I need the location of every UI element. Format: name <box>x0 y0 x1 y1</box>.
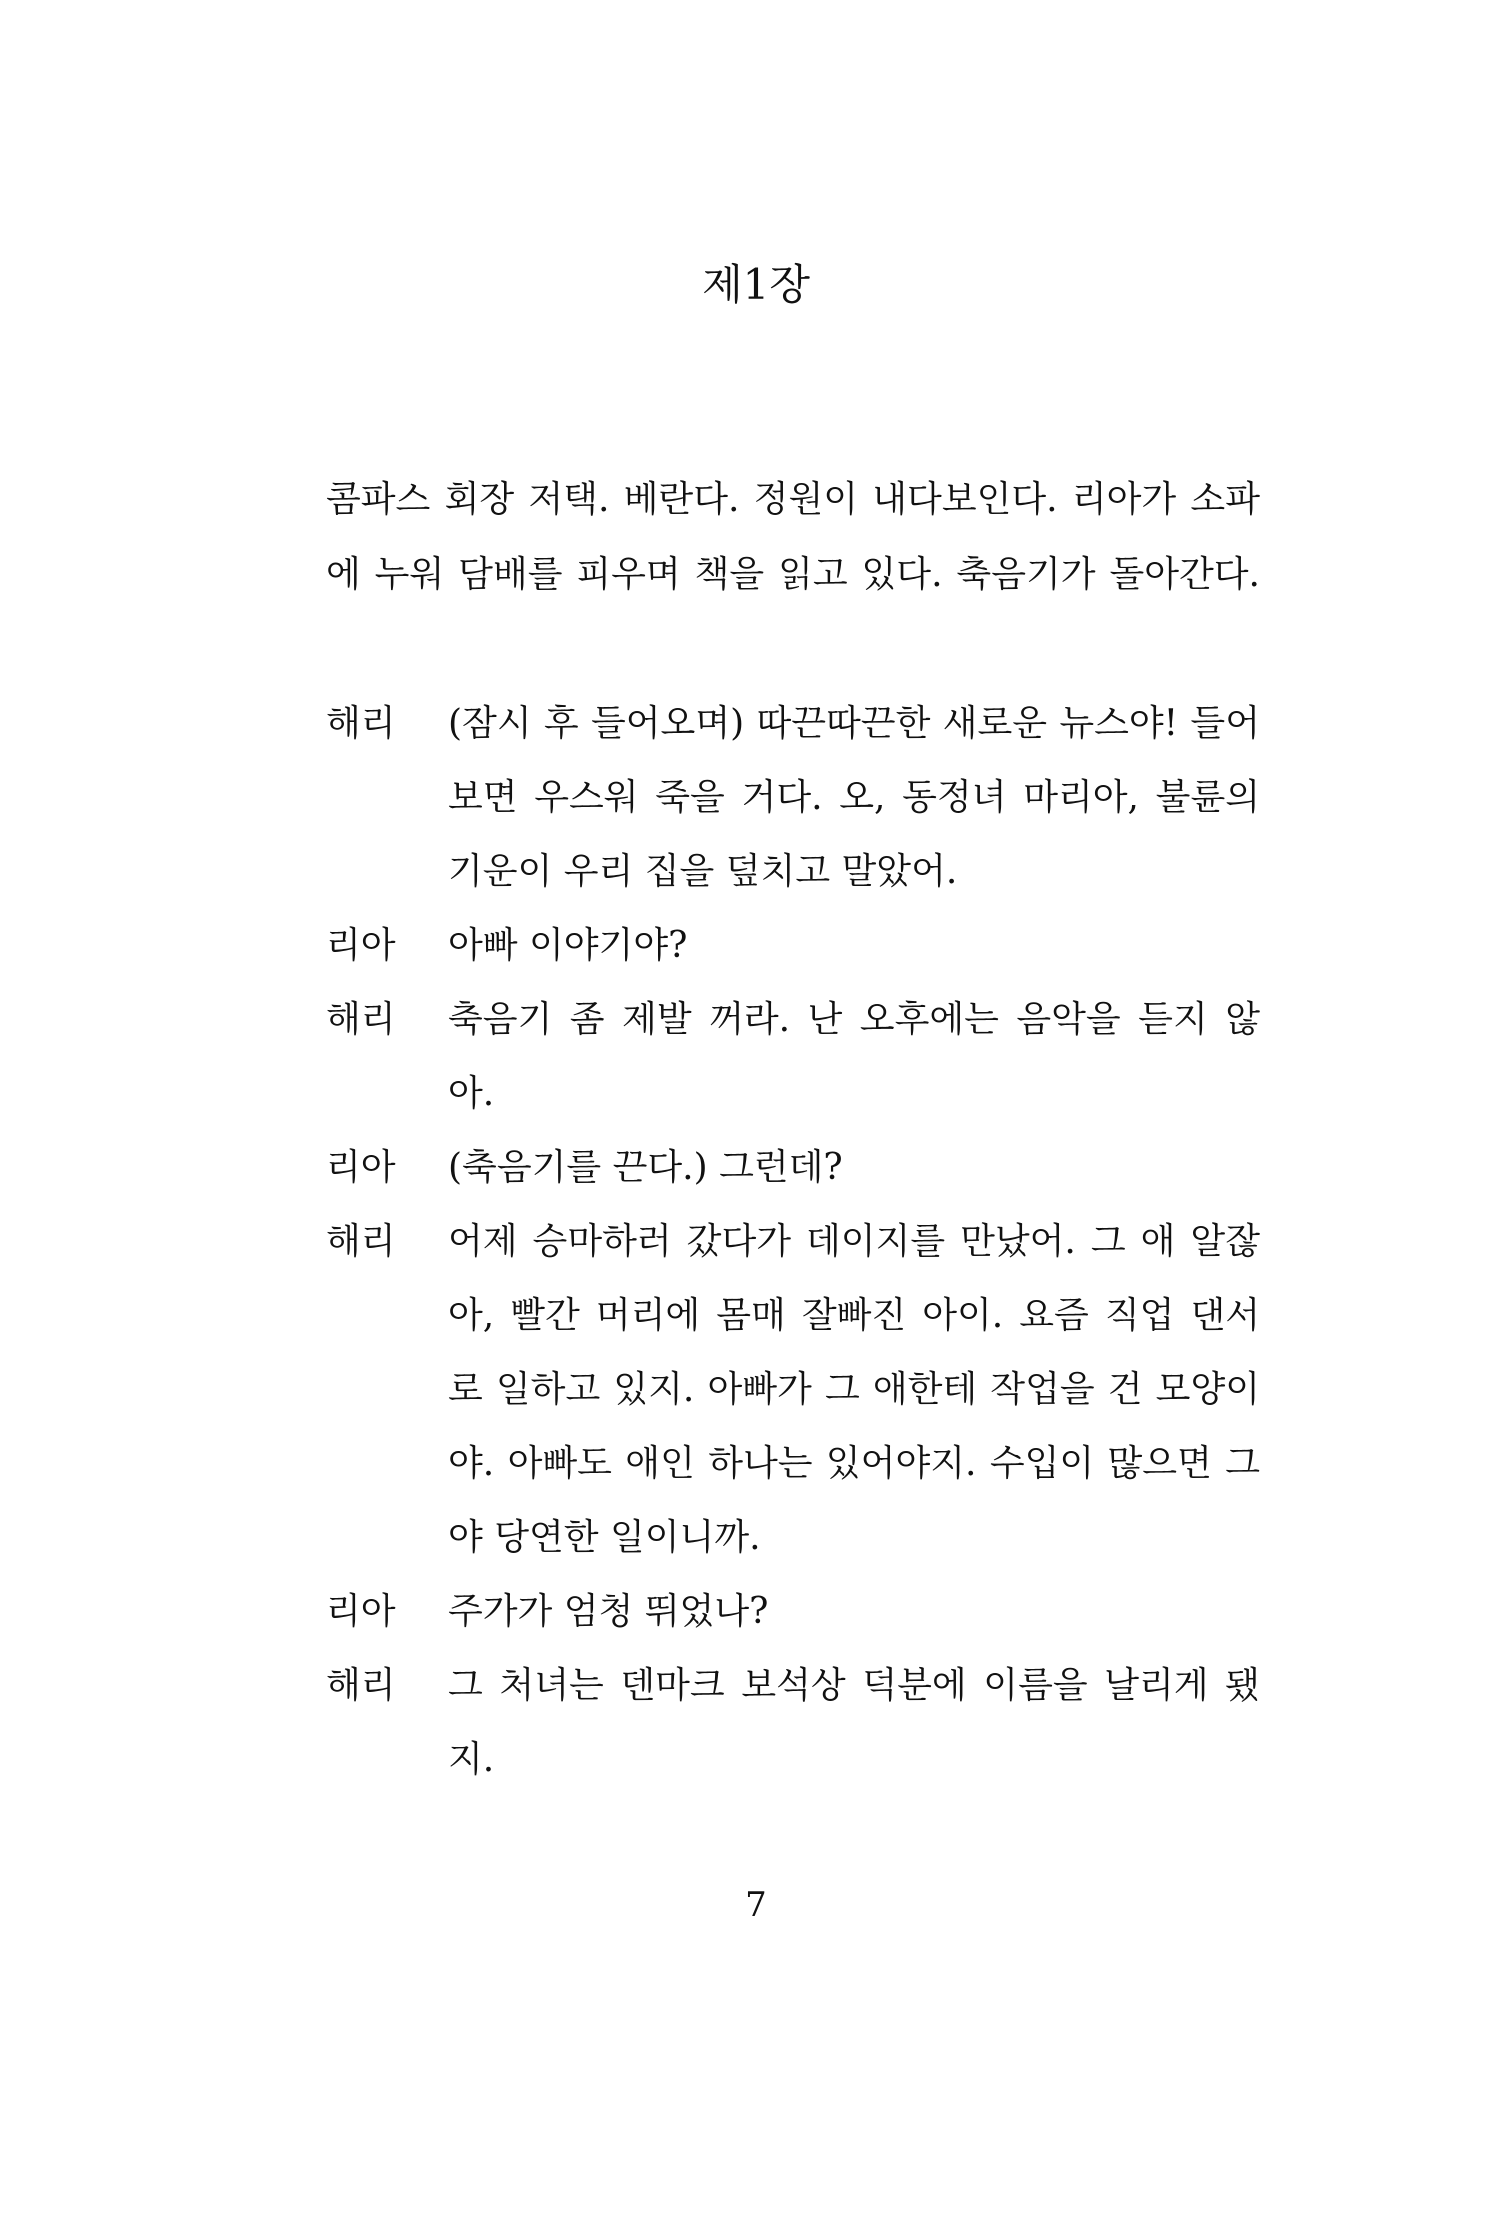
stage-line: 콤파스 회장 저택. 베란다. 정원이 내다보인다. 리아가 소파 <box>326 479 1260 520</box>
dialogue-entry <box>326 1649 1260 1797</box>
speaker-name: 해리 <box>326 1665 396 1706</box>
speech-line: 아. <box>448 1073 495 1114</box>
speech-text <box>448 1649 1260 1797</box>
speech-line: 지. <box>448 1739 495 1780</box>
dialogue-entry <box>326 1205 1260 1575</box>
speech-line: (잠시 후 들어오며) 따끈따끈한 새로운 뉴스야! 들어 <box>448 703 1260 744</box>
dialogue-entry <box>326 909 1260 983</box>
speech-line: 주가가 엄청 뛰었나? <box>448 1591 769 1632</box>
speech-text <box>448 909 1260 983</box>
speech-line: (축음기를 끈다.) 그런데? <box>448 1147 843 1188</box>
speaker-name: 리아 <box>326 1147 396 1188</box>
speech-line: 로 일하고 있지. 아빠가 그 애한테 작업을 건 모양이 <box>448 1369 1260 1410</box>
page-number: 7 <box>745 1885 767 1925</box>
speech-text <box>448 983 1260 1131</box>
speech-line: 야 당연한 일이니까. <box>448 1517 761 1558</box>
speech-line: 축음기 좀 제발 꺼라. 난 오후에는 음악을 듣지 않 <box>448 999 1260 1040</box>
speech-line: 야. 아빠도 애인 하나는 있어야지. 수입이 많으면 그 <box>448 1443 1260 1484</box>
speech-line: 아, 빨간 머리에 몸매 잘빠진 아이. 요즘 직업 댄서 <box>448 1295 1260 1336</box>
dialogue-entry <box>326 983 1260 1131</box>
chapter-title: 제1장 <box>702 260 810 309</box>
stage-direction <box>326 463 1260 612</box>
speech-line: 보면 우스워 죽을 거다. 오, 동정녀 마리아, 불륜의 <box>448 777 1260 818</box>
speech-line: 어제 승마하러 갔다가 데이지를 만났어. 그 애 알잖 <box>448 1221 1260 1262</box>
dialogue-entry <box>326 1131 1260 1205</box>
dialogue-entry <box>326 687 1260 909</box>
speaker-name: 리아 <box>326 925 396 966</box>
speaker-name: 리아 <box>326 1591 396 1632</box>
speech-text <box>448 1131 1260 1205</box>
speech-text <box>448 687 1260 909</box>
speech-text <box>448 1205 1260 1575</box>
speech-line: 그 처녀는 덴마크 보석상 덕분에 이름을 날리게 됐 <box>448 1665 1260 1706</box>
dialogue-entry <box>326 1575 1260 1649</box>
speaker-name: 해리 <box>326 1221 396 1262</box>
stage-line: 에 누워 담배를 피우며 책을 읽고 있다. 축음기가 돌아간다. <box>326 553 1260 595</box>
dialogue-block <box>326 687 1260 1797</box>
speech-line: 아빠 이야기야? <box>448 925 688 966</box>
speaker-name: 해리 <box>326 999 396 1040</box>
speech-line: 기운이 우리 집을 덮치고 말았어. <box>448 851 958 892</box>
speaker-name: 해리 <box>326 703 396 744</box>
speech-text <box>448 1575 1260 1649</box>
